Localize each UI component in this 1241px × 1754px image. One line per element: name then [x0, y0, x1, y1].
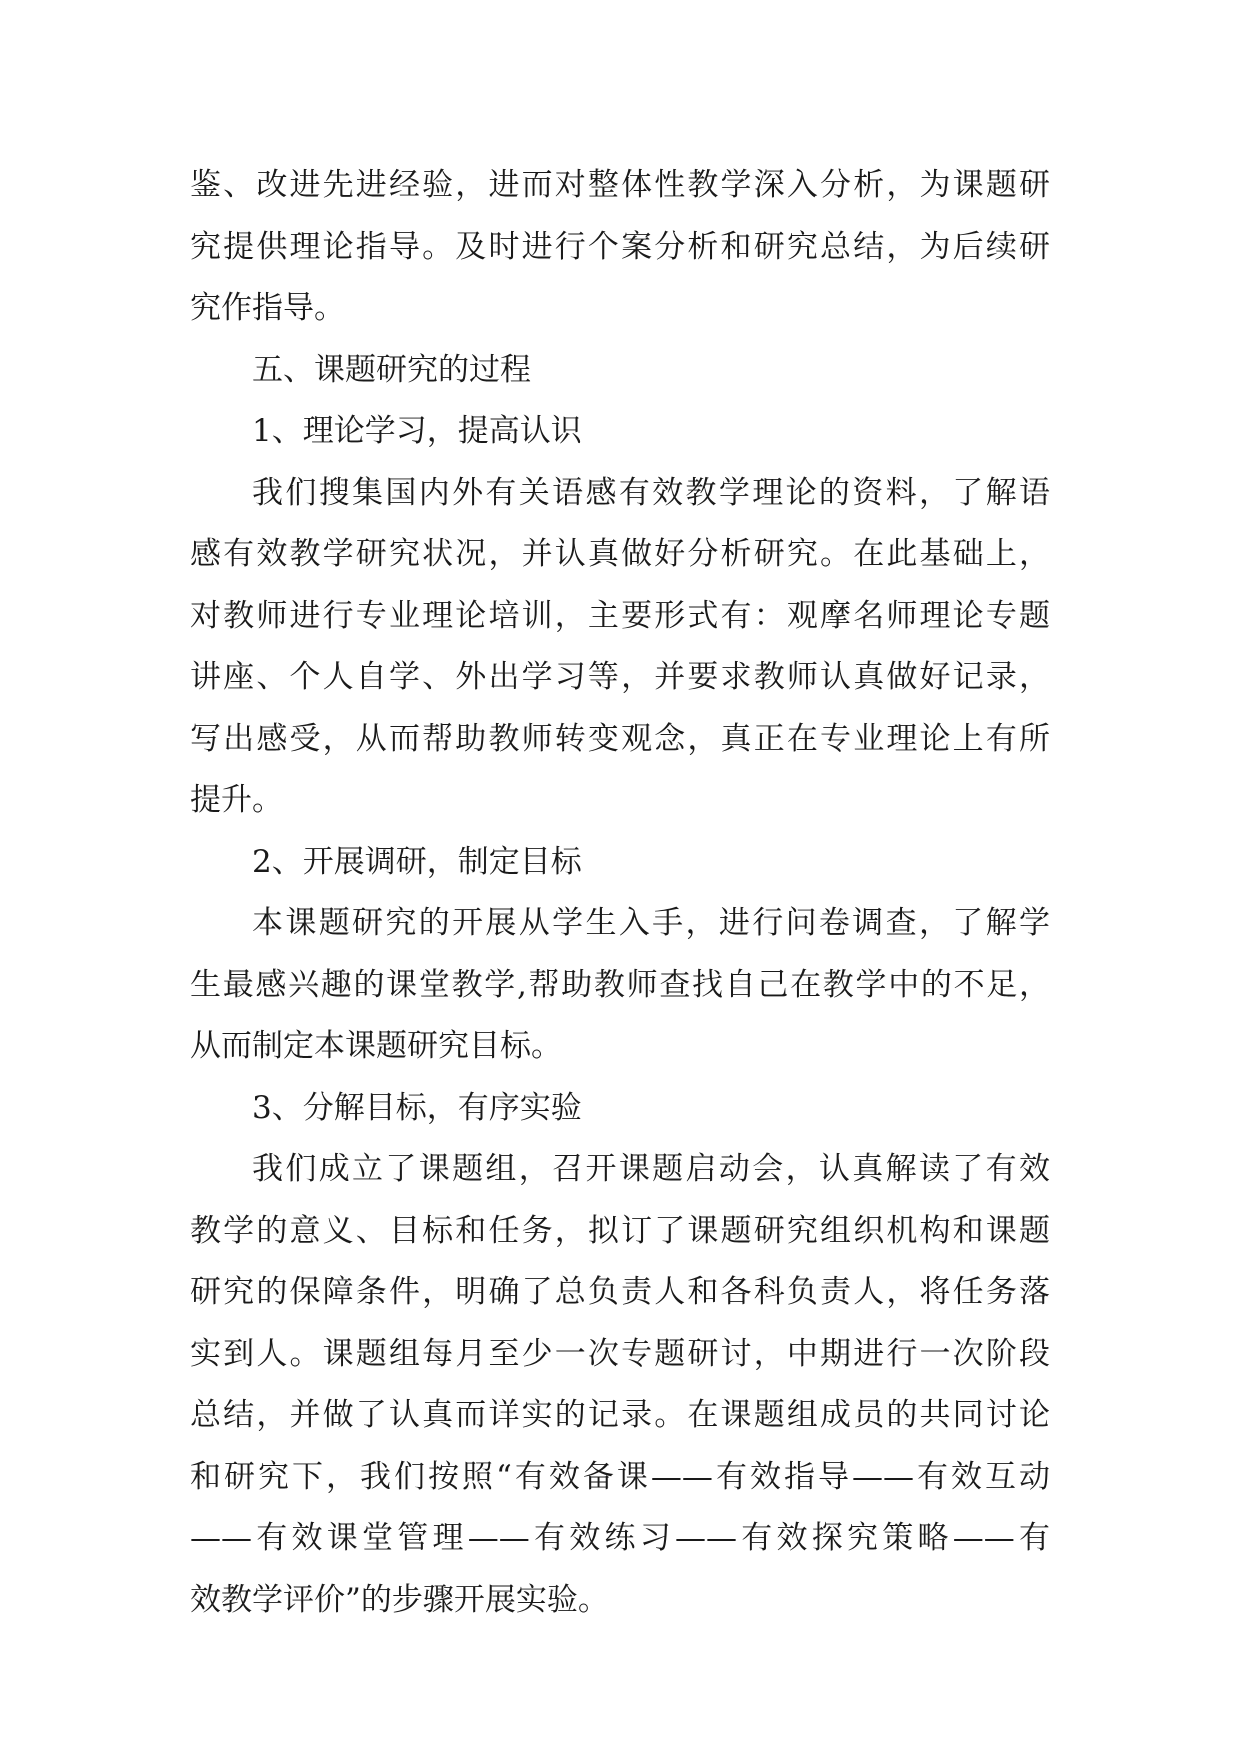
subsection-heading: 1、理论学习，提高认识 [252, 413, 582, 449]
paragraph-line: 鉴、改进先进经验，进而对整体性教学深入分析，为课题研 [190, 167, 1050, 203]
document-body [190, 155, 1050, 1631]
paragraph-line: 讲座、个人自学、外出学习等，并要求教师认真做好记录， [190, 659, 1050, 695]
paragraph-line: 从而制定本课题研究目标。 [190, 1028, 562, 1064]
paragraph-line: 感有效教学研究状况，并认真做好分析研究。在此基础上， [190, 536, 1050, 572]
paragraph-line: 究提供理论指导。及时进行个案分析和研究总结，为后续研 [190, 228, 1050, 265]
subsection-heading: 2、开展调研，制定目标 [252, 843, 582, 880]
paragraph-line: 提升。 [190, 782, 283, 818]
paragraph-line: 研究的保障条件，明确了总负责人和各科负责人，将任务落 [190, 1274, 1050, 1310]
paragraph-first-line: 本课题研究的开展从学生入手，进行问卷调查，了解学 [252, 905, 1050, 941]
paragraph-line: ——有效课堂管理——有效练习——有效探究策略——有 [190, 1520, 1050, 1556]
subsection-heading: 3、分解目标，有序实验 [252, 1089, 582, 1126]
paragraph-line: 总结，并做了认真而详实的记录。在课题组成员的共同讨论 [190, 1397, 1050, 1433]
paragraph-line: 效教学评价”的步骤开展实验。 [190, 1581, 609, 1618]
paragraph-line: 写出感受，从而帮助教师转变观念，真正在专业理论上有所 [190, 720, 1050, 757]
paragraph-line: 对教师进行专业理论培训，主要形式有：观摩名师理论专题 [190, 597, 1050, 634]
section-heading: 五、课题研究的过程 [252, 351, 531, 388]
paragraph-first-line: 我们搜集国内外有关语感有效教学理论的资料，了解语 [252, 474, 1050, 511]
paragraph-first-line: 我们成立了课题组，召开课题启动会，认真解读了有效 [252, 1151, 1050, 1187]
paragraph-line: 生最感兴趣的课堂教学,帮助教师查找自己在教学中的不足， [190, 966, 1050, 1003]
paragraph-line: 究作指导。 [190, 290, 345, 326]
paragraph-line: 教学的意义、目标和任务，拟订了课题研究组织机构和课题 [190, 1212, 1050, 1249]
paragraph-line: 实到人。课题组每月至少一次专题研讨，中期进行一次阶段 [190, 1335, 1050, 1372]
paragraph-line: 和研究下，我们按照“有效备课——有效指导——有效互动 [190, 1458, 1050, 1495]
